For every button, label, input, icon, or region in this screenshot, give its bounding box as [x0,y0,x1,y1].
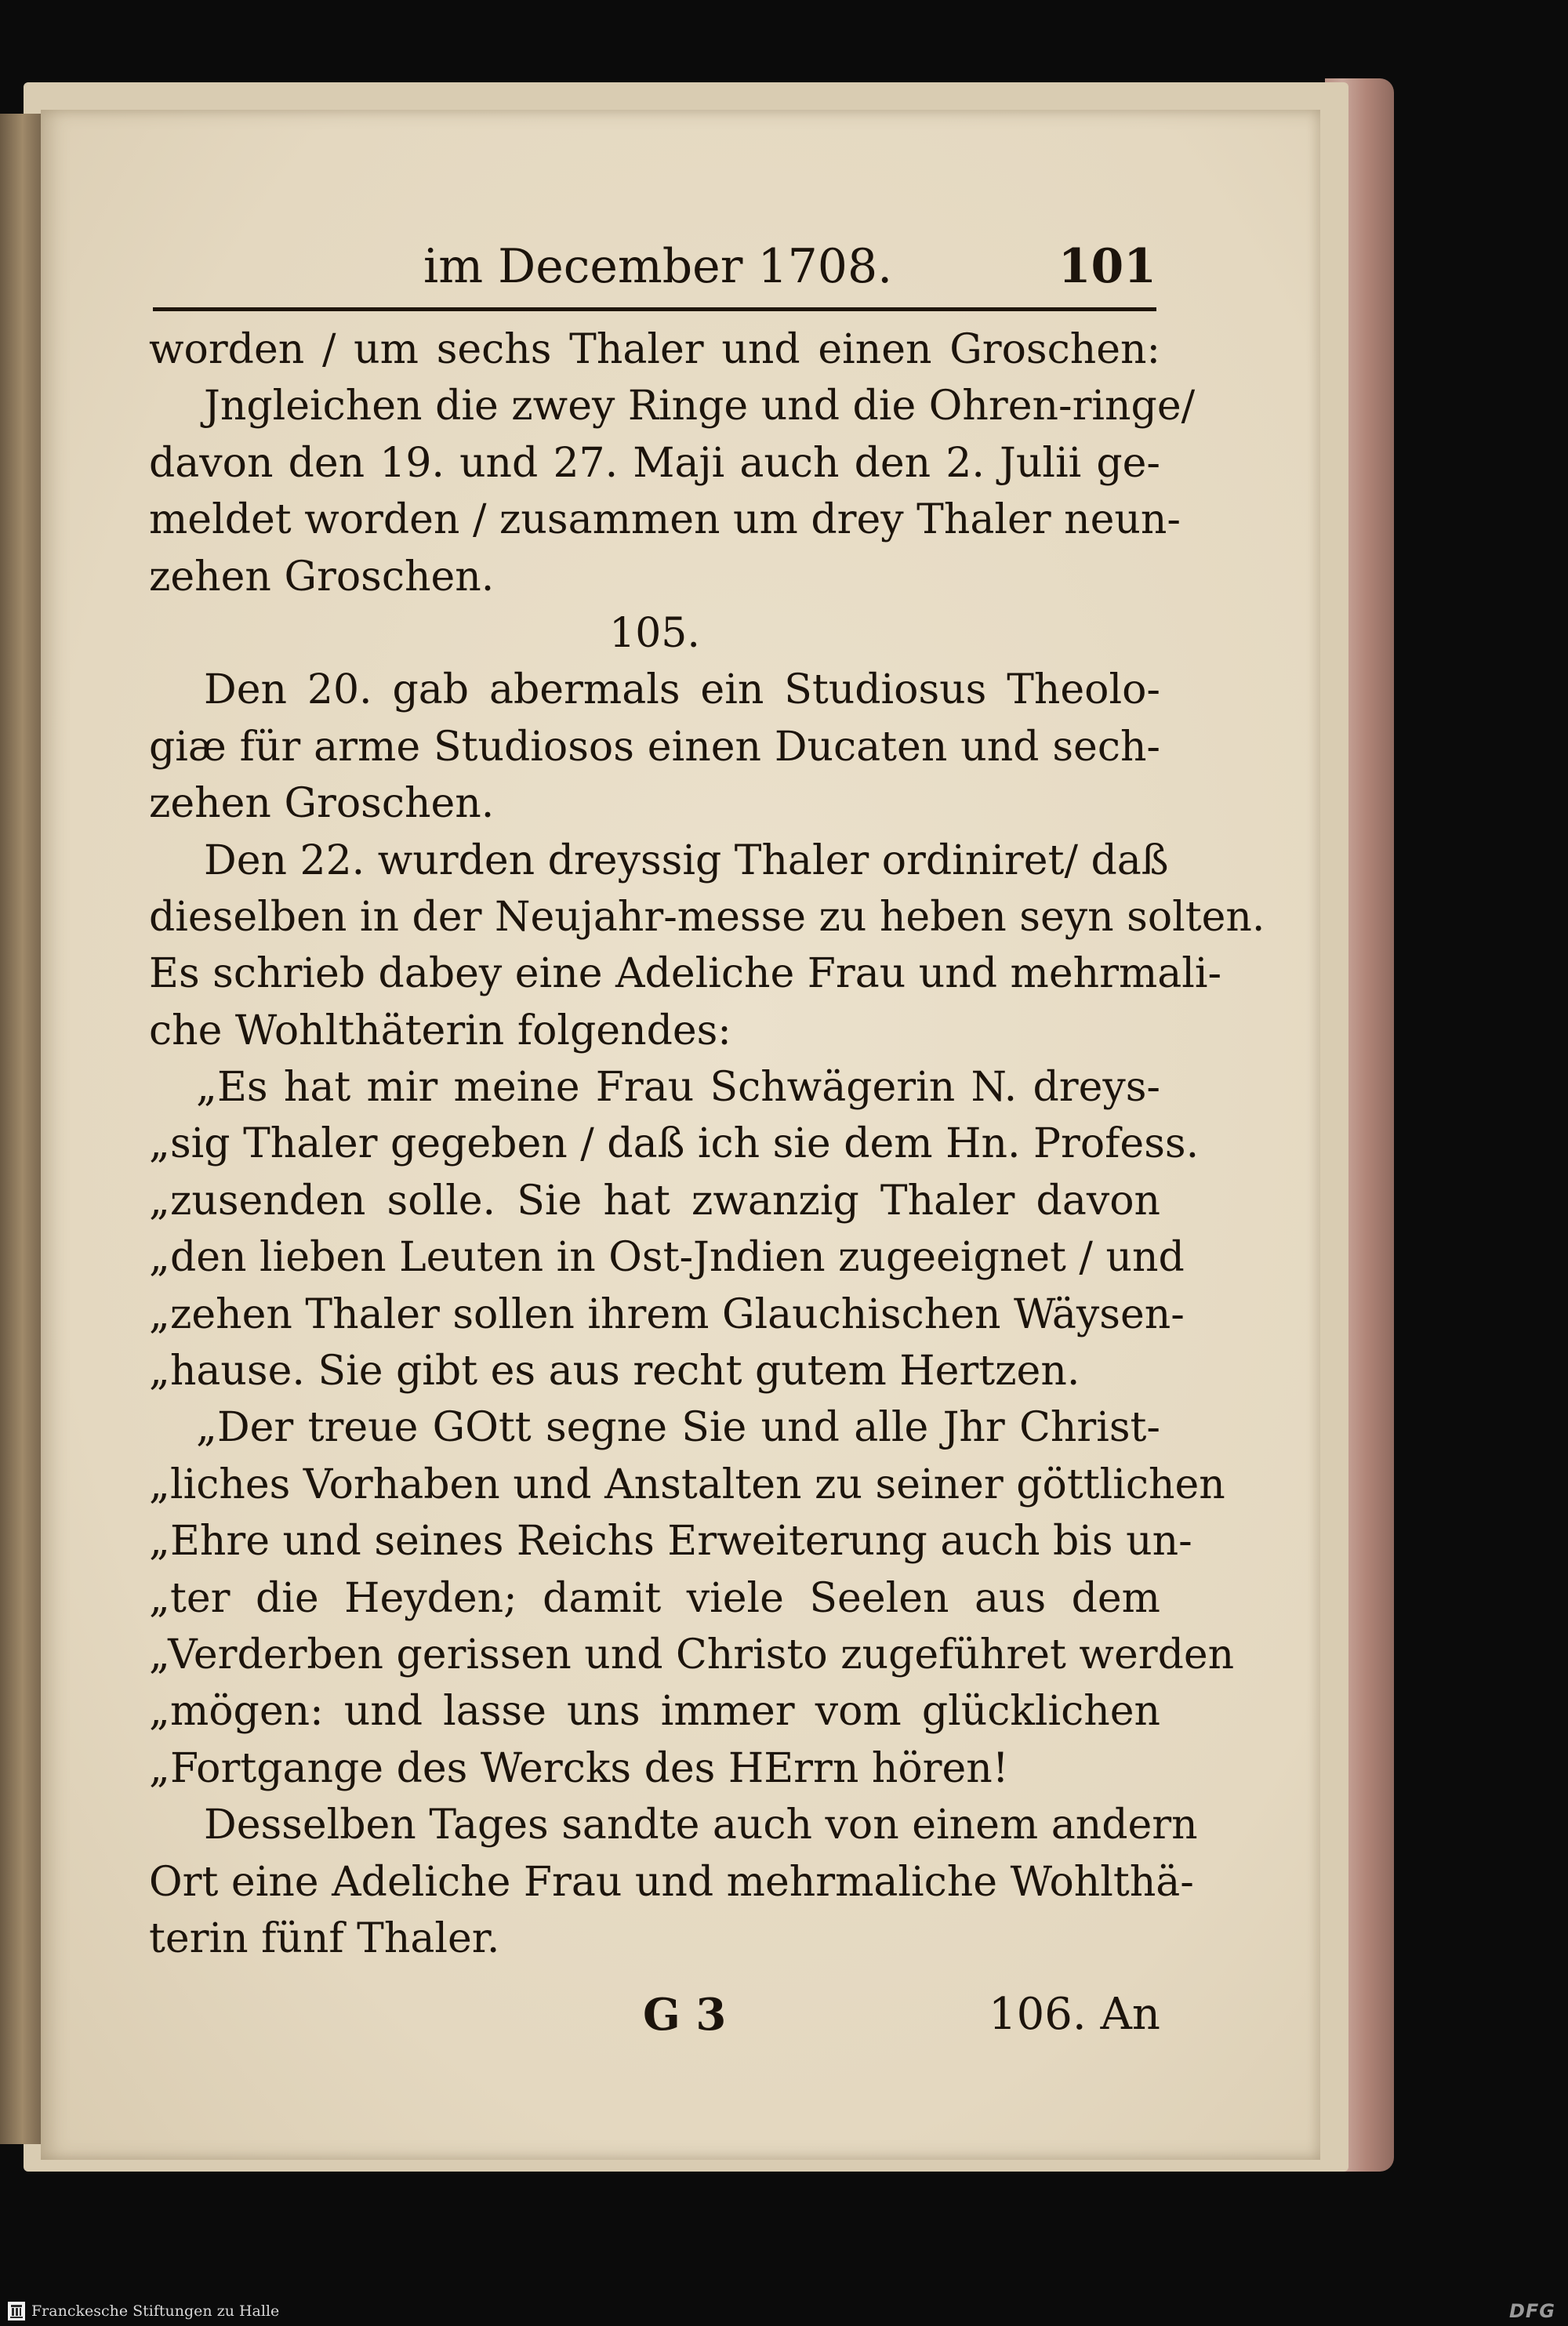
text-line: che Wohlthäterin folgendes: [149,1007,731,1054]
quote-line: „ter die Heyden; damit viele Seelen aus dem [149,1574,1160,1622]
text-line: zehen Groschen. [149,553,495,601]
text-line: Den 20. gab abermals ein Studiosus Theolo- [204,666,1160,714]
quote-line: „zusenden solle. Sie hat zwanzig Thaler davon [149,1177,1160,1225]
signature-mark: G 3 [643,1989,727,2041]
holding-institution: Franckesche Stiftungen zu Halle [31,2302,280,2320]
text-line: davon den 19. und 27. Maji auch den 2. Julii ge- [149,439,1160,487]
catchword: 106. An [989,1989,1160,2040]
quote-line: „liches Vorhaben und Anstalten zu seiner göttlichen [149,1461,1225,1508]
funder-logo: DFG [1508,2300,1555,2322]
text-line: giæ für arme Studiosos einen Ducaten und sech- [149,723,1160,771]
entry-number: 105. [609,609,700,657]
text-line: Ort eine Adeliche Frau und mehrmaliche Wohlthä- [149,1858,1194,1906]
quote-line: „zehen Thaler sollen ihrem Glauchischen Wäysen- [149,1290,1185,1338]
text-line: worden / um sechs Thaler und einen Groschen: [149,326,1160,373]
running-title: im December 1708. [423,239,893,294]
text-line: dieselben in der Neujahr-messe zu heben seyn solten. [149,893,1265,941]
header-rule [153,307,1156,311]
quote-line: „den lieben Leuten in Ost-Jndien zugeeignet / und [149,1234,1185,1282]
institution-logo-icon [8,2302,25,2321]
text-line: terin fünf Thaler. [149,1914,500,1962]
text-line: Desselben Tages sandte auch von einem andern [204,1802,1198,1849]
text-line: meldet worden / zusammen um drey Thaler neun- [149,496,1181,544]
quote-line: „sig Thaler gegeben / daß ich sie dem Hn. Profess. [149,1120,1200,1168]
text-line: zehen Groschen. [149,780,495,828]
page-number: 101 [1058,239,1156,294]
viewer-footer-bar [0,2296,1568,2326]
body-text [149,321,1265,1967]
quote-line: „Der treue GOtt segne Sie und alle Jhr Christ- [196,1404,1160,1452]
quote-line: „hause. Sie gibt es aus recht gutem Hertzen. [149,1348,1080,1395]
facing-page-edge [0,114,41,2144]
running-head [153,234,1156,299]
page-footer [149,1983,1160,2046]
quote-line: „Ehre und seines Reichs Erweiterung auch bis un- [149,1518,1192,1566]
quote-line: „Es hat mir meine Frau Schwägerin N. dreys- [196,1064,1160,1112]
quote-line: „Fortgange des Wercks des HErrn hören! [149,1744,1009,1792]
quote-line: „Verderben gerissen und Christo zugeführet werden [149,1631,1235,1678]
text-line: Es schrieb dabey eine Adeliche Frau und mehrmali- [149,950,1222,998]
quote-line: „mögen: und lasse uns immer vom glücklichen [149,1688,1160,1736]
text-line: Den 22. wurden dreyssig Thaler ordiniret/ daß [204,836,1169,884]
text-line: Jngleichen die zwey Ringe und die Ohren-ringe/ [204,383,1196,430]
